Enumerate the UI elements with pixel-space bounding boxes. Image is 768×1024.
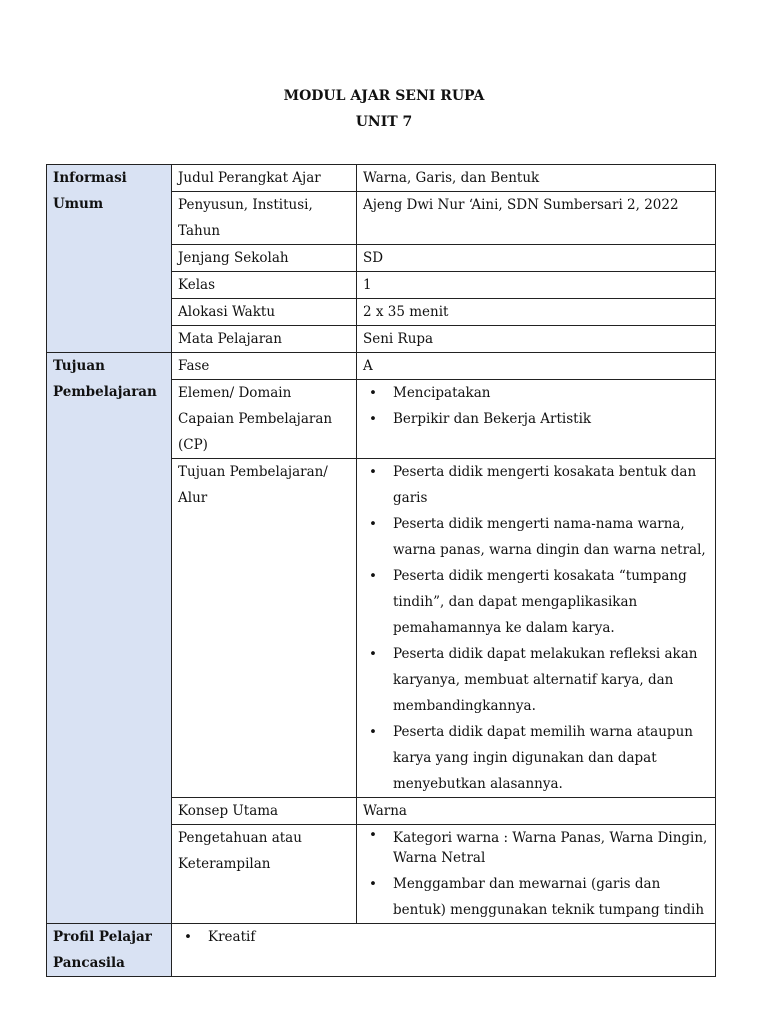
bullet-list [178,924,709,950]
row-value: Seni Rupa [357,326,716,353]
category-tujuan-pembelajaran: Tujuan Pembelajaran [47,353,172,924]
row-label: Elemen/ Domain Capaian Pembelajaran (CP) [172,380,357,459]
list-item: • Peserta didik dapat melakukan refleksi akan karyanya, membuat alternatif karya, dan membandingkannya. [393,641,709,719]
row-value: 1 [357,272,716,299]
row-value: Ajeng Dwi Nur ‘Aini, SDN Sumbersari 2, 2022 [357,192,716,245]
row-value [357,380,716,459]
bullet-list [363,825,709,923]
row-label: Konsep Utama [172,798,357,825]
category-informasi-umum: Informasi Umum [47,165,172,353]
row-label: Penyusun, Institusi, Tahun [172,192,357,245]
row-label: Tujuan Pembelajaran/ Alur [172,459,357,798]
document-title: MODUL AJAR SENI RUPA [283,88,485,104]
row-value [357,825,716,924]
row-label: Kelas [172,272,357,299]
row-value [172,924,716,977]
category-profil-pelajar: Profil Pelajar Pancasila [47,924,172,977]
row-value: 2 x 35 menit [357,299,716,326]
row-label: Pengetahuan atau Keterampilan [172,825,357,924]
row-label: Judul Perangkat Ajar [172,165,357,192]
list-item: • Berpikir dan Bekerja Artistik [393,406,709,432]
row-value: SD [357,245,716,272]
row-value: Warna, Garis, dan Bentuk [357,165,716,192]
row-label: Mata Pelajaran [172,326,357,353]
row-value: Warna [357,798,716,825]
table-row [47,924,716,977]
list-item: • Mencipatakan [393,380,709,406]
list-item: • Kategori warna : Warna Panas, Warna Dingin, Warna Netral [393,825,709,871]
list-item: • Peserta didik mengerti nama-nama warna, warna panas, warna dingin dan warna netral, [393,511,709,563]
module-table [46,164,716,977]
row-label: Fase [172,353,357,380]
list-item: • Peserta didik dapat memilih warna ataupun karya yang ingin digunakan dan dapat menyebutkan alasannya. [393,719,709,797]
list-item: • Peserta didik mengerti kosakata “tumpang tindih”, dan dapat mengaplikasikan pemahamannya ke dalam karya. [393,563,709,641]
list-item: • Kreatif [208,924,709,950]
list-item: • Menggambar dan mewarnai (garis dan bentuk) menggunakan teknik tumpang tindih [393,871,709,923]
list-item: • Peserta didik mengerti kosakata bentuk dan garis [393,459,709,511]
bullet-list [363,459,709,797]
row-value [357,459,716,798]
row-value: A [357,353,716,380]
row-label: Jenjang Sekolah [172,245,357,272]
bullet-list [363,380,709,432]
table-row [47,353,716,380]
table-row [47,165,716,192]
row-label: Alokasi Waktu [172,299,357,326]
unit-title: UNIT 7 [355,114,413,130]
